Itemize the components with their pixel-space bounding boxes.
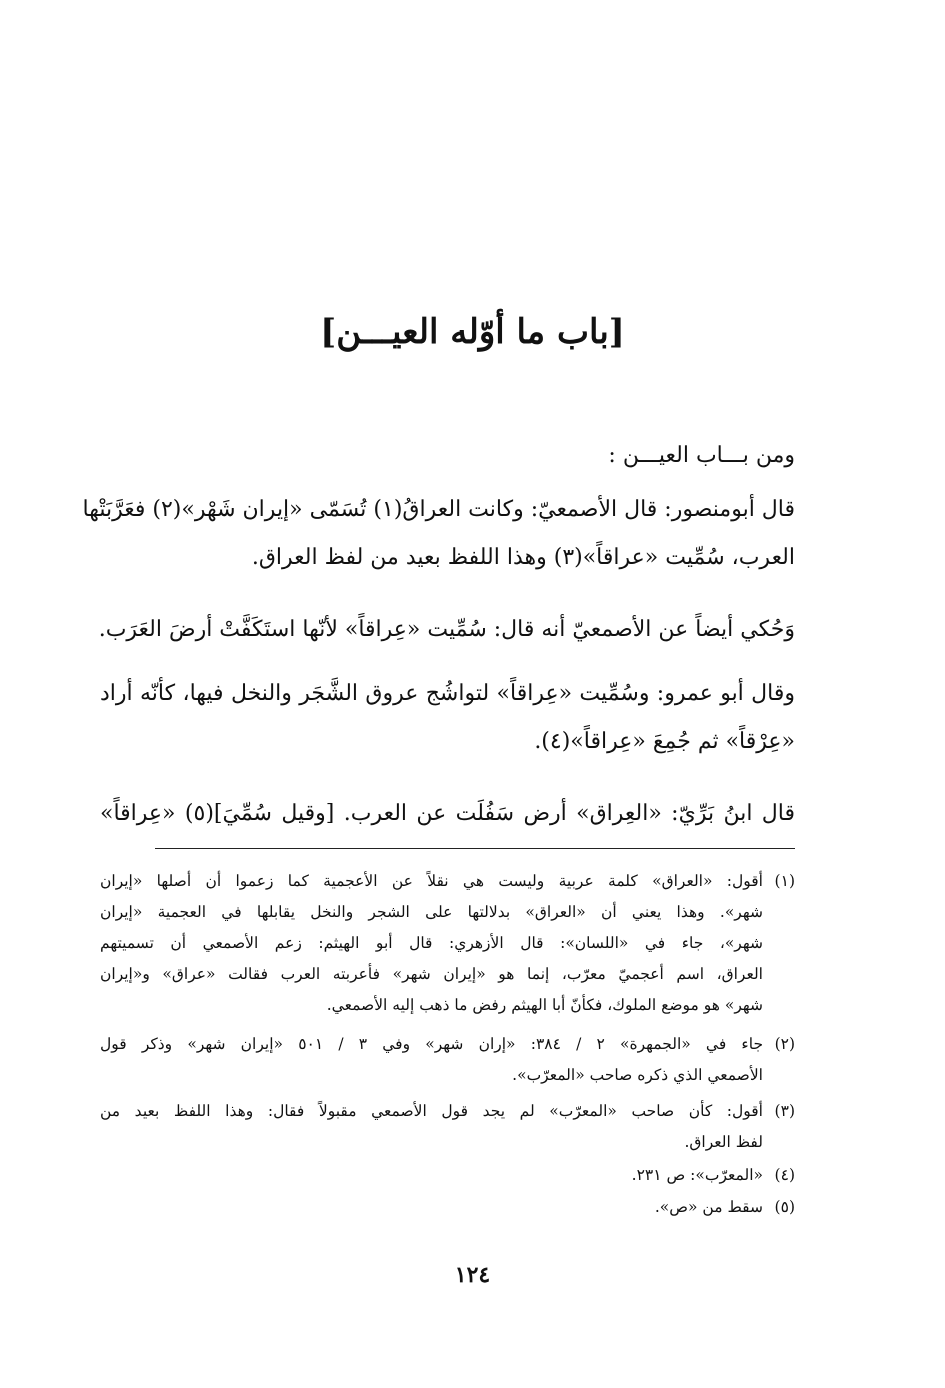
body-line-1: ومن بـــاب العيـــن : — [608, 443, 795, 468]
footnote-1-line-5: شهر» هو موضع الملوك، فكأنّ أبا الهيثم رفض ما ذهب إليه الأصمعي. — [326, 996, 763, 1014]
footnote-2-line-2: الأصمعي الذي ذكره صاحب «المعرّب». — [512, 1066, 763, 1084]
footnote-3-line-1 — [100, 1100, 795, 1122]
footnote-1-line-1 — [100, 870, 795, 892]
footnote-4-number: (٤) — [774, 1166, 795, 1184]
footnote-1-line-3: شهر»، جاء في «اللسان»: قال الأزهري: قال أبو الهيثم: زعم الأصمعي أن تسميتهم — [100, 934, 763, 952]
body-line-2: قال أبومنصور: قال الأصمعيّ: وكانت العراقُ(١) تُسَمّى «إيران شَهْر»(٢) فعَرَّبَتْها — [82, 497, 795, 522]
footnote-3-line-2: لفظ العراق. — [684, 1133, 763, 1151]
footnote-4 — [100, 1164, 795, 1186]
footnote-1-line-4: العراق، اسم أعجميّ معرّب، إنما هو «إيران شهر» فأعربته العرب فقالت «عراق» و«إيران — [100, 965, 763, 983]
footnote-text: «المعرّب»: ص ٢٣١. — [631, 1166, 763, 1184]
body-line-5: وقال أبو عمرو: وسُمِّيت «عِراقاً» لتواشُج عروق الشَّجَر والنخل فيها، كأنّه أراد — [100, 681, 795, 706]
body-line-7: قال ابنُ بَرِّيّ: «العِراق» أرض سَفُلَت عن العرب. [وقيل سُمِّيَ](٥) «عِراقاً» — [100, 801, 796, 826]
page-number: ١٢٤ — [454, 1262, 491, 1288]
footnote-2-line-1 — [100, 1033, 795, 1055]
footnote-1-number: (١) — [774, 872, 795, 890]
body-line-4: وَحُكي أيضاً عن الأصمعيّ أنه قال: سُمِّيت «عِراقاً» لأنّها استَكَفَّتْ أرضَ العَرَب. — [98, 617, 795, 642]
footnote-separator — [155, 848, 795, 849]
chapter-title: [باب ما أوّله العيـــن] — [320, 312, 625, 352]
footnote-2-number: (٢) — [774, 1035, 796, 1053]
footnote-5 — [100, 1196, 795, 1218]
footnote-text: جاء في «الجمهرة» ٢ / ٣٨٤: «إران شهر» وفي ٣ / ٥٠١ «إيران شهر» وذكر قول — [100, 1035, 764, 1053]
footnote-3-number: (٣) — [774, 1102, 795, 1120]
footnote-text: أقول: كأن صاحب «المعرّب» لم يجد قول الأصمعي مقبولاً فقال: وهذا اللفظ بعيد من — [100, 1102, 763, 1120]
body-line-6: «عِرْقاً» ثم جُمِعَ «عِراقاً»(٤). — [534, 729, 795, 754]
footnote-5-number: (٥) — [774, 1198, 795, 1216]
footnote-1-line-2: شهر». وهذا يعني أن «العراق» بدلالتها على الشجر والنخل يقابلها في العجمية «إيران — [100, 903, 763, 921]
footnote-text: سقط من «ص». — [654, 1198, 763, 1216]
body-line-3: العرب، سُمِّيت «عراقاً»(٣) وهذا اللفظ بعيد من لفظ العراق. — [251, 545, 795, 570]
footnote-text: أقول: «العراق» كلمة عربية وليست هي نقلاً عن الأعجمية كما زعموا أن أصلها «إيران — [100, 872, 763, 890]
